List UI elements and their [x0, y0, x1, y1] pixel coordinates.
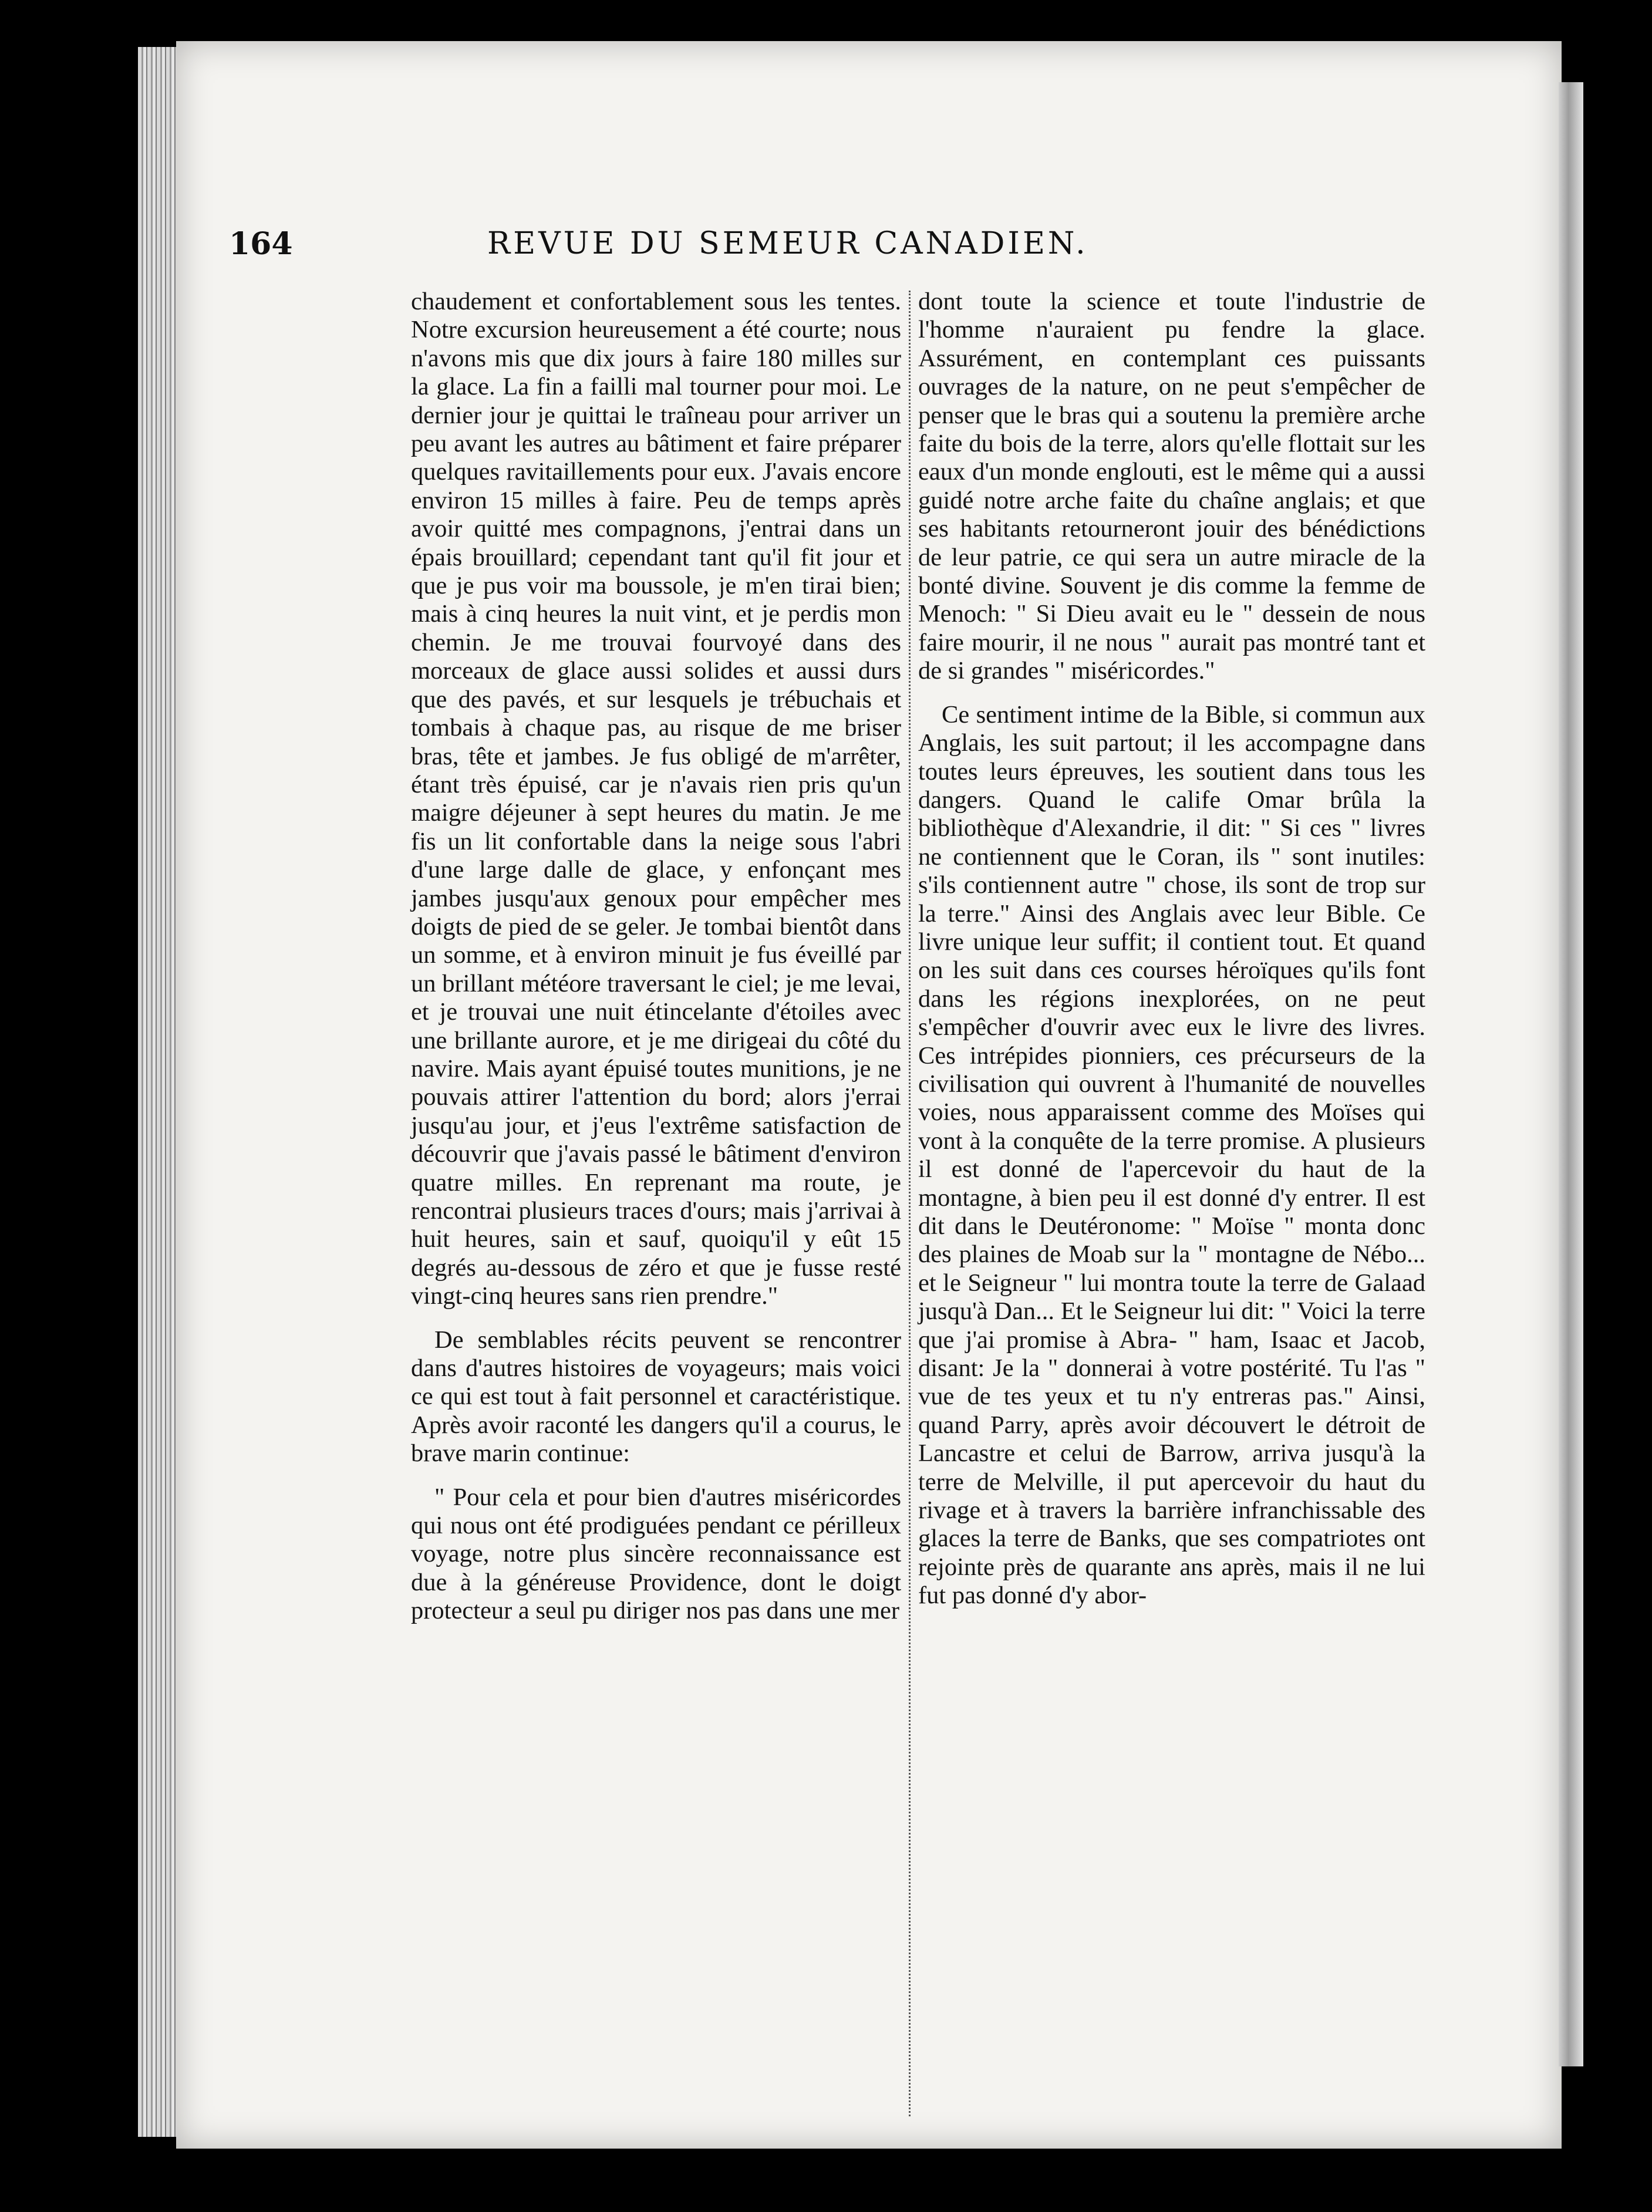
paragraph: De semblables récits peuvent se rencontrer dans d'autres histoires de voyageurs; mais voici ce qui est tout à fait personnel et caractéristique. Après avoir raconté les dangers qu'il a courus, le brave marin continue: — [411, 1326, 901, 1468]
paragraph: Ce sentiment intime de la Bible, si commun aux Anglais, les suit partout; il les accompagne dans toutes leurs épreuves, les soutient dans tous les dangers. Quand le calife Omar brûla la bibliothèque d'Alexandrie, il dit: " Si ces " livres ne contiennent que le Coran, ils " sont inutiles: s'ils contiennent autre " chose, ils sont de trop sur la terre." Ainsi des Anglais avec leur Bible. Ce livre unique leur suffit; il contient tout. Et quand on les suit dans ces courses héroïques qu'ils font dans les régions inexplorées, on ne peut s'empêcher d'ouvrir avec eux le livre des livres. Ces intrépides pionniers, ces précurseurs de la civilisation qui ouvrent à l'humanité de nouvelles voies, nous apparaissent comme des Moïses qui vont à la conquête de la terre promise. A plusieurs il est donné de l'apercevoir du haut de la montagne, à bien peu il est donné d'y entrer. Il est dit dans le Deutéronome: " Moïse " monta donc des plaines de Moab sur la " montagne de Nébo... et le Seigneur " lui montra toute la terre de Galaad jusqu'à Dan... Et le Seigneur lui dit: " Voici la terre que j'ai promise à Abra- " ham, Isaac et Jacob, disant: Je la " donnerai à votre postérité. Tu l'as " vue de tes yeux et tu n'y entreras pas." Ainsi, quand Parry, après avoir découvert le détroit de Lancastre et celui de Barrow, arriva jusqu'à la terre de Melville, il put apercevoir du haut du rivage et à travers la barrière infranchissable des glaces la terre de Banks, que ses compatriotes ont rejointe près de quarante ans après, mais il ne lui fut pas donné d'y abor- — [918, 700, 1425, 1610]
paragraph: " Pour cela et pour bien d'autres miséricordes qui nous ont été prodiguées pendant ce périlleux voyage, notre plus sincère reconnaissance est due à la généreuse Providence, dont le doigt protecteur a seul pu diriger nos pas dans une mer — [411, 1483, 901, 1625]
left-column — [411, 288, 901, 1626]
paragraph: dont toute la science et toute l'industrie de l'homme n'auraient pu fendre la glace. Assurément, en contemplant ces puissants ouvrages de la nature, on ne peut s'empêcher de penser que le bras qui a soutenu la première arche faite du bois de la terre, alors qu'elle flottait sur les eaux d'un monde englouti, est le même qui a aussi guidé notre arche faite du chaîne anglais; et que ses habitants retourneront jouir des bénédictions de leur patrie, ce qui sera un autre miracle de la bonté divine. Souvent je dis comme la femme de Menoch: " Si Dieu avait eu le " dessein de nous faire mourir, il ne nous " aurait pas montré tant et de si grandes " miséricordes." — [918, 288, 1425, 685]
column-divider — [909, 291, 911, 2116]
running-title: REVUE DU SEMEUR CANADIEN. — [487, 226, 1088, 261]
book-right-edge — [1559, 82, 1583, 2066]
page-number: 164 — [229, 226, 293, 262]
page-header — [229, 226, 1198, 279]
paragraph: chaudement et confortablement sous les tentes. Notre excursion heureusement a été courte; nous n'avons mis que dix jours à faire 180 milles sur la glace. La fin a failli mal tourner pour moi. Le dernier jour je quittai le traîneau pour arriver un peu avant les autres au bâtiment et faire préparer quelques ravitaillements pour eux. J'avais encore environ 15 milles à faire. Peu de temps après avoir quitté mes compagnons, j'entrai dans un épais brouillard; cependant tant qu'il fit jour et que je pus voir ma boussole, je m'en tirai bien; mais à cinq heures la nuit vint, et je perdis mon chemin. Je me trouvai fourvoyé dans des morceaux de glace aussi solides et aussi durs que des pavés, et sur lesquels je trébuchais et tombais à chaque pas, au risque de me briser bras, tête et jambes. Je fus obligé de m'arrêter, étant très épuisé, car je n'avais rien pris qu'un maigre déjeuner à sept heures du matin. Je me fis un lit confortable dans la neige sous l'abri d'une large dalle de glace, y enfonçant mes jambes jusqu'aux genoux pour empêcher mes doigts de pied de se geler. Je tombai bientôt dans un somme, et à environ minuit je fus éveillé par un brillant météore traversant le ciel; je me levai, et je trouvai une nuit étincelante d'étoiles avec une brillante aurore, et je me dirigeai du côté du navire. Mais ayant épuisé toutes munitions, je ne pouvais attirer l'attention du bord; alors j'errai jusqu'au jour, et j'eus l'extrême satisfaction de découvrir que j'avais passé le bâtiment d'environ quatre milles. En reprenant ma route, je rencontrai plusieurs traces d'ours; mais j'arrivai à huit heures, sain et sauf, quoiqu'il y eût 15 degrés au-dessous de zéro et que je fusse resté vingt-cinq heures sans rien prendre." — [411, 288, 901, 1310]
right-column — [918, 288, 1425, 1610]
